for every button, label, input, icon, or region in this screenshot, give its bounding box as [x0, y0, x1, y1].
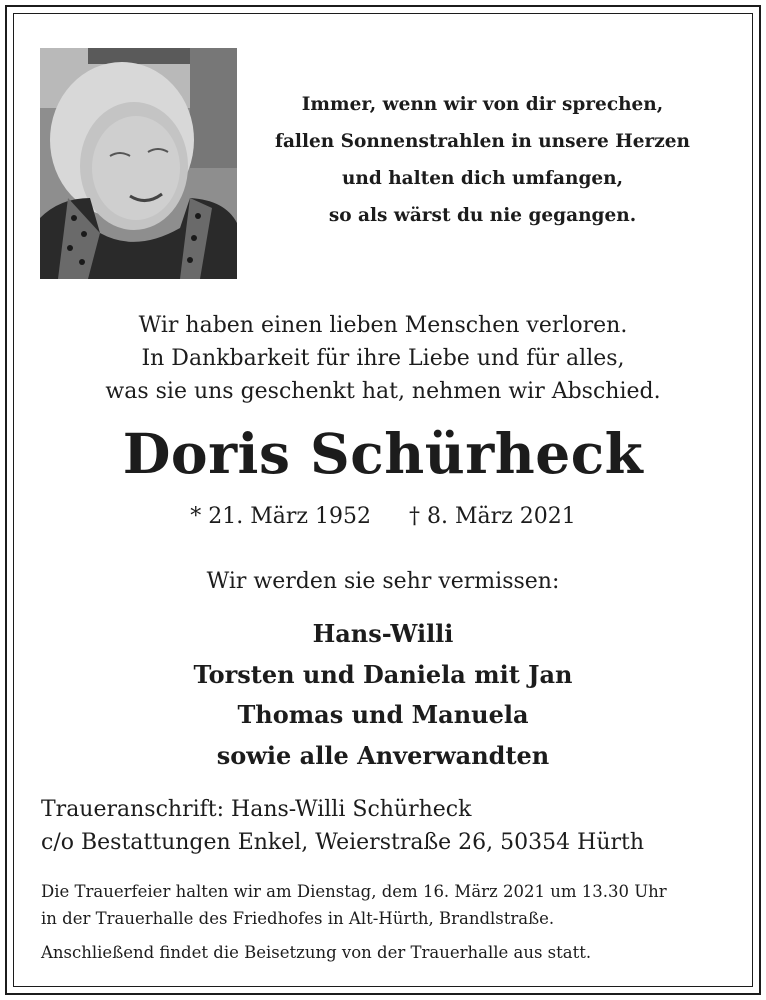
poem-line: Immer, wenn wir von dir sprechen, — [301, 94, 664, 115]
intro-line: was sie uns geschenkt hat, nehmen wir Abschied. — [105, 379, 661, 404]
mourner-name: Thomas und Manuela — [237, 700, 529, 729]
burial-note: Anschließend findet die Beisetzung von der Trauerhalle aus statt. — [41, 943, 592, 962]
intro-line: In Dankbarkeit für ihre Liebe und für alles, — [141, 346, 625, 371]
ceremony-line-2: in der Trauerhalle des Friedhofes in Alt-Hürth, Brandlstraße. — [41, 909, 555, 928]
mourners-list — [0, 614, 766, 776]
mourner-name: Hans-Willi — [312, 619, 454, 648]
mourner-name: Torsten und Daniela mit Jan — [193, 659, 573, 689]
intro-line: Wir haben einen lieben Menschen verloren. — [138, 313, 628, 338]
poem-verse — [250, 86, 715, 234]
mourners-intro: Wir werden sie sehr vermissen: — [206, 569, 560, 594]
deceased-name: Doris Schürheck — [122, 421, 644, 486]
poem-line: fallen Sonnenstrahlen in unsere Herzen — [274, 131, 690, 152]
address-line-2: c/o Bestattungen Enkel, Weierstraße 26, 50354 Hürth — [41, 830, 645, 855]
poem-line: und halten dich umfangen, — [341, 168, 624, 189]
death-date: † 8. März 2021 — [409, 504, 576, 529]
mourning-address — [41, 793, 741, 859]
life-dates — [0, 500, 766, 534]
farewell-intro — [0, 309, 766, 408]
portrait-photo — [40, 48, 237, 279]
birth-date: * 21. März 1952 — [190, 504, 371, 529]
mourner-name: sowie alle Anverwandten — [216, 740, 550, 770]
ceremony-notes — [41, 878, 741, 966]
ceremony-line-1: Die Trauerfeier halten wir am Dienstag, dem 16. März 2021 um 13.30 Uhr — [41, 882, 667, 901]
poem-line: so als wärst du nie gegangen. — [328, 205, 637, 226]
address-line-1: Traueranschrift: Hans-Willi Schürheck — [41, 797, 472, 822]
